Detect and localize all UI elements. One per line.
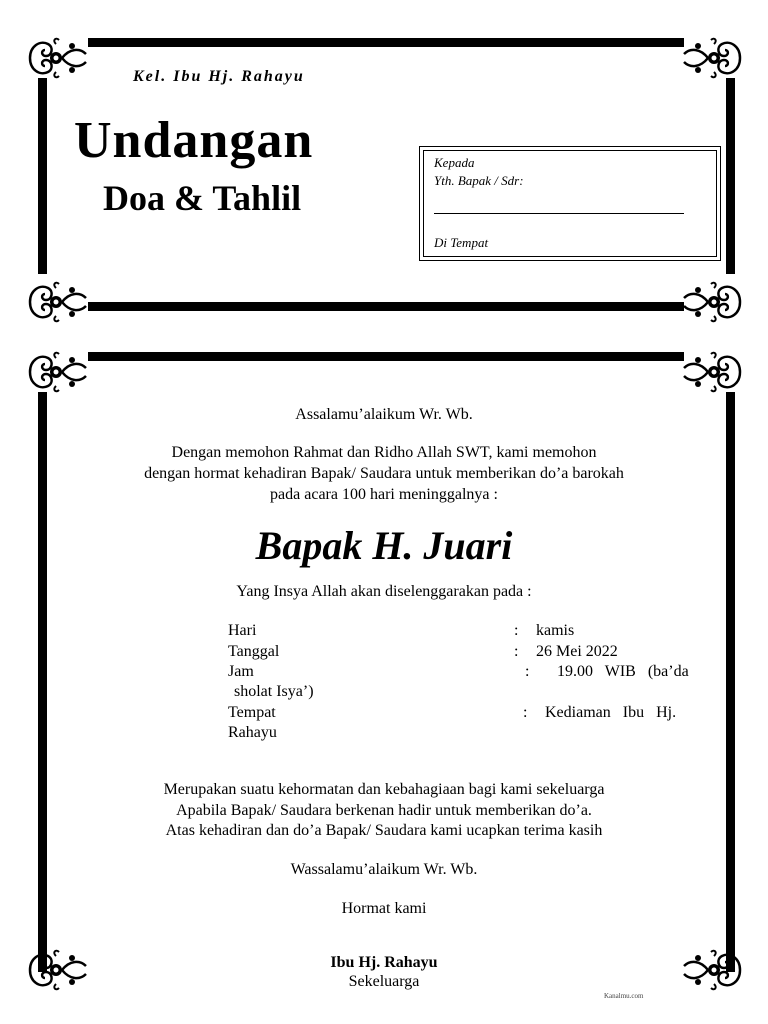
closing-line: Atas kehadiran dan do’a Bapak/ Saudara kami ucapkan terima kasih [165, 822, 603, 839]
address-kepada: Kepada [434, 155, 475, 170]
corner-ornament-icon [26, 280, 90, 324]
address-blank-line [434, 213, 684, 214]
schedule-intro: Yang Insya Allah akan diselenggarakan pada : [236, 583, 532, 600]
border-top [88, 38, 684, 47]
address-di-tempat: Di Tempat [434, 235, 489, 250]
corner-ornament-icon [26, 36, 90, 80]
deceased-name: Bapak H. Juari [255, 523, 513, 568]
detail-value-tempat-cont: Rahayu [228, 724, 277, 741]
detail-colon: : [523, 704, 528, 721]
detail-label-tempat: Tempat [228, 704, 276, 721]
greeting: Assalamu’alaikum Wr. Wb. [295, 406, 473, 423]
border-left [38, 78, 47, 274]
corner-ornament-icon [680, 350, 744, 394]
detail-colon: : [525, 663, 530, 680]
closing-line: Apabila Bapak/ Saudara berkenan hadir untuk memberikan do’a. [176, 802, 592, 819]
border-top [88, 352, 684, 361]
address-box-inner [423, 150, 717, 257]
border-right [726, 78, 735, 274]
intro-line: Dengan memohon Rahmat dan Ridho Allah SWT, kami memohon [171, 444, 597, 461]
watermark: Kanalmu.com [604, 992, 644, 1000]
regards: Hormat kami [341, 900, 427, 917]
address-yth: Yth. Bapak / Sdr: [434, 173, 524, 188]
detail-value-tanggal: 26 Mei 2022 [536, 643, 618, 660]
detail-label-tanggal: Tanggal [228, 643, 280, 660]
detail-value-jam: 19.00 WIB (ba’da [557, 663, 689, 680]
farewell: Wassalamu’alaikum Wr. Wb. [290, 861, 478, 878]
detail-colon: : [514, 643, 519, 660]
detail-label-hari: Hari [228, 622, 257, 639]
detail-colon: : [514, 622, 519, 639]
address-box [419, 146, 721, 261]
corner-ornament-icon [680, 36, 744, 80]
detail-value-tempat: Kediaman Ibu Hj. [545, 704, 677, 721]
detail-value-jam-cont: sholat Isya’) [234, 683, 314, 700]
invitation-cover [0, 0, 768, 330]
signer-sub: Sekeluarga [348, 973, 420, 990]
family-name: Kel. Ibu Hj. Rahayu [133, 68, 305, 85]
detail-label-jam: Jam [228, 663, 254, 680]
invitation-title: Undangan [74, 112, 314, 169]
intro-line: pada acara 100 hari meninggalnya : [270, 486, 498, 503]
invitation-subtitle: Doa & Tahlil [103, 178, 302, 218]
intro-line: dengan hormat kehadiran Bapak/ Saudara untuk memberikan do’a barokah [144, 465, 624, 482]
border-bottom [88, 302, 684, 311]
closing-line: Merupakan suatu kehormatan dan kebahagiaan bagi kami sekeluarga [163, 781, 605, 798]
invitation-body [0, 340, 768, 1024]
signer-name: Ibu Hj. Rahayu [330, 954, 438, 971]
detail-value-hari: kamis [536, 622, 575, 639]
corner-ornament-icon [680, 280, 744, 324]
corner-ornament-icon [26, 350, 90, 394]
